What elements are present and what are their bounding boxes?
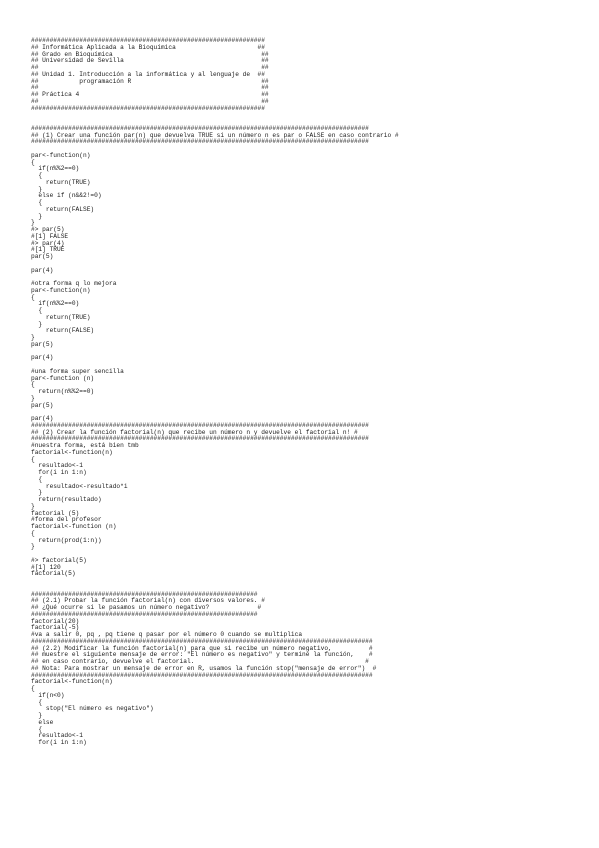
code-line: }: [31, 212, 43, 220]
code-line: ## Unidad 1. Introducción a la informática y al lenguaje de ##: [31, 70, 265, 78]
code-line: ## Práctica 4 ##: [31, 91, 269, 98]
code-line: ## Universidad de Sevilla ##: [31, 57, 269, 65]
code-line: if(n%%2==0): [31, 300, 80, 308]
code-line: ## ##: [31, 64, 269, 71]
code-line: #va a salir 0, pq , pq tiene q pasar por el número 0 cuando se multiplica: [31, 631, 303, 638]
code-line: ## ##: [31, 84, 269, 92]
code-line: }: [31, 502, 35, 510]
code-line: stop("El número es negativo"): [31, 705, 154, 713]
code-line: #############################################################: [31, 590, 258, 598]
code-line: ###########################################################################################: [31, 124, 369, 132]
code-line: par(5): [31, 253, 54, 260]
code-line: ###########################################################################################: [31, 421, 369, 429]
code-line: ## Nota: Para mostrar un mensaje de error en R, usamos la función stop("mensaje de error") #: [31, 664, 377, 672]
code-line: par(5): [31, 401, 54, 409]
code-line: ## (2) Crear la función factorial(n) que recibe un número n y devuelve el factorial n! #: [31, 428, 358, 436]
code-line: {: [31, 685, 35, 692]
code-line: }: [31, 712, 43, 719]
code-line: else if (n&&2!=0): [31, 192, 102, 200]
code-line: #otra forma q lo mejora: [31, 280, 117, 287]
code-line: factorial(-5): [31, 624, 80, 632]
code-line: #[1] TRUE: [31, 246, 65, 254]
code-line: {: [31, 455, 35, 463]
code-line: ## programación R ##: [31, 77, 269, 85]
code-line: par<-function(n): [31, 286, 91, 294]
code-line: factorial<-function(n): [31, 448, 113, 456]
r-script-listing: [31, 38, 399, 747]
code-line: return(TRUE): [31, 313, 91, 321]
code-line: ############################################################################################: [31, 637, 373, 645]
code-line: ############################################################################################: [31, 671, 373, 679]
code-line: }: [31, 320, 43, 328]
code-line: {: [31, 475, 43, 483]
code-line: }: [31, 334, 35, 341]
code-line: #forma del profesor: [31, 516, 102, 524]
code-line: for(i in 1:n): [31, 739, 87, 746]
code-line: ###############################################################: [31, 104, 265, 112]
code-line: resultado<-1: [31, 732, 83, 740]
code-line: factorial(5): [31, 570, 76, 578]
code-line: ## (1) Crear una función par(n) que devuelva TRUE si un número n es par o FALSE en caso contrario #: [31, 131, 399, 139]
code-line: {: [31, 529, 35, 537]
code-line: {: [31, 725, 43, 733]
code-line: ## muestre el siguiente mensaje de error: "El número es negativo" y termine la función, #: [31, 651, 373, 659]
code-line: ###########################################################################################: [31, 138, 369, 146]
code-line: [31, 578, 399, 585]
code-line: }: [31, 185, 43, 193]
code-line: par(5): [31, 340, 54, 348]
code-line: ## ¿Qué ocurre si le pasamos un número negativo? #: [31, 604, 262, 611]
code-line: factorial (5): [31, 509, 80, 517]
code-line: return(resultado): [31, 496, 102, 503]
code-line: for(i in 1:n): [31, 469, 87, 476]
code-line: {: [31, 293, 35, 301]
code-line: {: [31, 199, 43, 206]
code-line: #> par(4): [31, 239, 65, 247]
code-line: [31, 261, 399, 268]
code-line: }: [31, 219, 35, 227]
code-line: factorial<-function (n): [31, 523, 117, 530]
code-line: [31, 112, 399, 119]
code-line: par(4): [31, 354, 54, 362]
code-line: ## Informática Aplicada a la Bioquímica ##: [31, 43, 265, 51]
code-line: return(TRUE): [31, 178, 91, 186]
code-line: if(n%%2==0): [31, 165, 80, 173]
code-line: #una forma super sencilla: [31, 367, 124, 375]
code-line: {: [31, 307, 43, 314]
code-line: par(4): [31, 266, 54, 274]
code-line: factorial(20): [31, 617, 80, 625]
code-line: ## ##: [31, 97, 269, 105]
code-line: return(n%%2==0): [31, 388, 95, 395]
code-line: {: [31, 158, 35, 166]
code-line: {: [31, 698, 43, 706]
code-line: ## (2.1) Probar la función factorial(n) con diversos valores. #: [31, 597, 265, 605]
code-line: }: [31, 394, 35, 402]
code-line: resultado<-1: [31, 462, 83, 470]
code-line: ## Grado en Bioquímica ##: [31, 50, 269, 58]
code-line: par(4): [31, 415, 54, 422]
code-line: factorial<-function(n): [31, 678, 113, 686]
code-line: resultado<-resultado*i: [31, 482, 128, 490]
code-line: if(n<0): [31, 691, 65, 699]
code-line: return(FALSE): [31, 327, 95, 335]
code-line: }: [31, 489, 43, 497]
code-line: #nuestra forma, está bien tmb: [31, 442, 139, 449]
code-line: ## (2.2) Modificar la función factorial(n) para que si recibe un número negativo, #: [31, 644, 373, 652]
code-line: {: [31, 381, 35, 389]
code-line: }: [31, 543, 35, 551]
code-line: else: [31, 718, 54, 726]
code-line: [31, 349, 399, 356]
code-line: #[1] FALSE: [31, 232, 69, 240]
code-line: {: [31, 172, 43, 179]
code-line: ###########################################################################################: [31, 435, 369, 443]
code-line: #> par(5): [31, 226, 65, 233]
code-line: #############################################################: [31, 610, 258, 618]
code-line: [31, 409, 399, 416]
code-line: #[1] 120: [31, 563, 61, 571]
code-line: ###############################################################: [31, 37, 265, 44]
code-line: return(prod(1:n)): [31, 536, 102, 544]
code-line: par<-function(n): [31, 151, 91, 159]
code-line: par<-function (n): [31, 374, 95, 382]
code-line: ## en caso contrario, devuelve el factorial. #: [31, 658, 369, 665]
code-line: return(FALSE): [31, 205, 95, 213]
code-line: #> factorial(5): [31, 556, 87, 564]
